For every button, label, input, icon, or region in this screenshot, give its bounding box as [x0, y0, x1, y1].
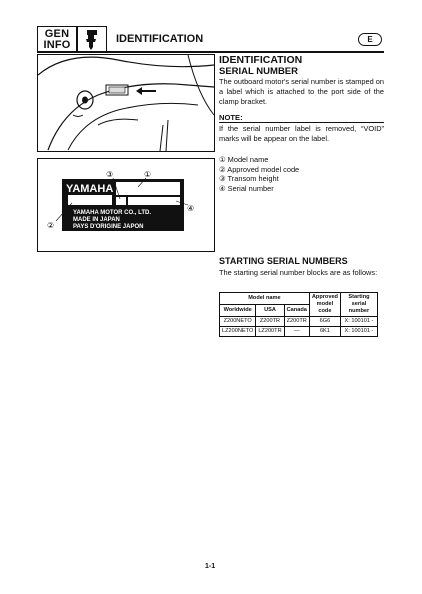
legend-list [219, 155, 299, 193]
legend-item: ③ Transom height [219, 174, 279, 183]
section-tab-line2: INFO [43, 38, 71, 51]
callout-2: ② [47, 221, 55, 230]
table-cell: — [284, 327, 309, 337]
table-cell: 6K1 [309, 327, 340, 337]
table-header-row [220, 293, 378, 305]
serial-number-field [128, 197, 180, 205]
callout-3: ③ [106, 170, 114, 179]
table-cell: Z200TR [256, 317, 284, 327]
table-cell: LZ200NETO [220, 327, 256, 337]
plate-line3: PAYS D'ORIGINE JAPON [73, 224, 144, 230]
language-badge: E [358, 33, 382, 46]
plate-line1: YAMAHA MOTOR CO., LTD. [73, 210, 151, 216]
table-header-cell: Starting serial number [340, 293, 377, 317]
table-header-cell: Worldwide [220, 305, 256, 317]
legend-item: ④ Serial number [219, 183, 274, 193]
legend-item: ② Approved model code [219, 164, 300, 174]
approved-code-field [68, 195, 112, 205]
table-cell: LZ200TR [256, 327, 284, 337]
serial-label-illustration [37, 158, 215, 252]
note-title: NOTE: [219, 113, 243, 122]
page-heading: IDENTIFICATION [219, 54, 303, 66]
plate-line2: MADE IN JAPAN [73, 217, 120, 223]
starting-serial-table [219, 292, 378, 337]
page-subheading: SERIAL NUMBER [219, 66, 298, 77]
clamp-bracket-illustration [37, 54, 215, 152]
table-cell: Z200NETO [220, 317, 256, 327]
callout-4: ④ [187, 204, 195, 213]
section-tab-gen-info [37, 26, 77, 53]
header-title: IDENTIFICATION [116, 33, 204, 45]
table-header-cell: USA [256, 305, 284, 317]
callout-1: ① [144, 170, 152, 179]
table-row [220, 327, 378, 337]
header-divider [37, 51, 384, 53]
table-cell: Z200TR [284, 317, 309, 327]
table-cell: X: 100101 - [340, 317, 377, 327]
table-header-cell: Approved model code [309, 293, 340, 317]
plate-brand: YAMAHA [66, 183, 114, 195]
section-tab-line1: GEN [44, 27, 70, 40]
intro-paragraph: The outboard motor's serial number is stamped on a label which is attached to the port side of the clamp bracket. [219, 77, 384, 106]
transom-height-field [116, 197, 126, 205]
note-paragraph: If the serial number label is removed, “VOID” marks will be appear on the label. [219, 124, 384, 143]
legend-item: ① Model name [219, 155, 269, 164]
outboard-motor-icon [77, 26, 107, 53]
page-number: 1-1 [205, 563, 216, 570]
table-row [220, 317, 378, 327]
section2-paragraph: The starting serial number blocks are as follows: [219, 268, 378, 277]
note-divider [219, 122, 384, 123]
table-group-header: Model name [220, 293, 310, 305]
table-header-cell: Canada [284, 305, 309, 317]
section2-title: STARTING SERIAL NUMBERS [219, 256, 348, 266]
table-cell: 6G6 [309, 317, 340, 327]
table-cell: X: 100101 - [340, 327, 377, 337]
model-name-field [116, 182, 180, 195]
